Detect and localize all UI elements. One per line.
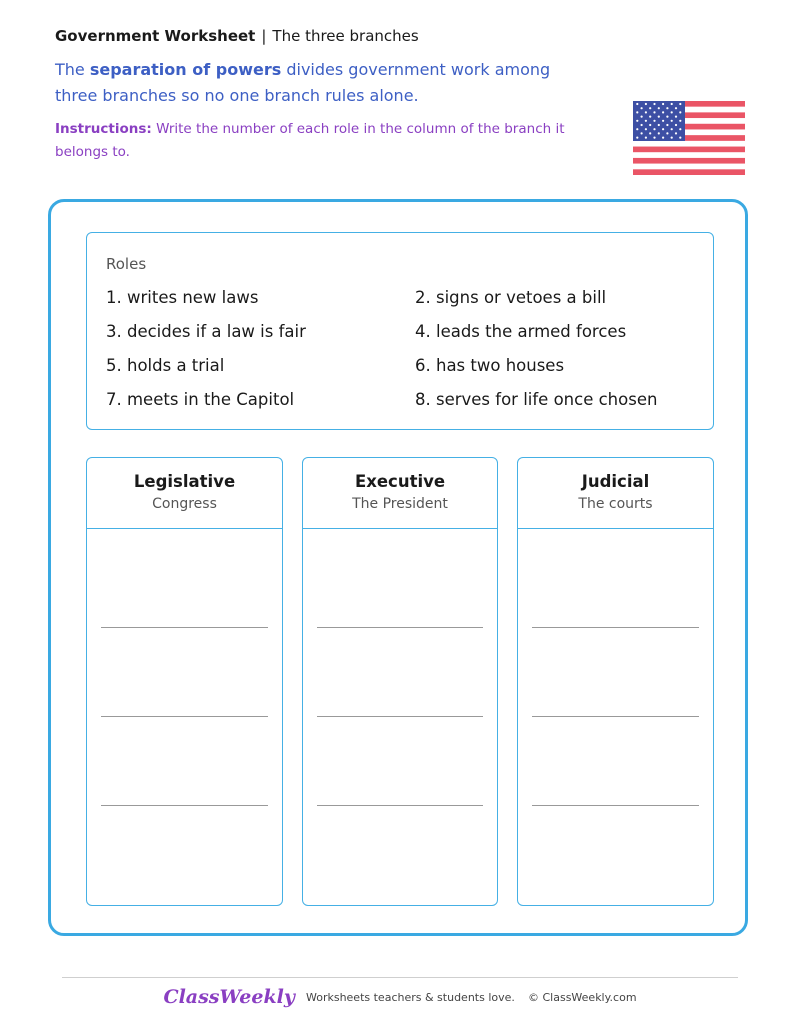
footer-copyright: © ClassWeekly.com	[527, 990, 637, 1004]
footer	[0, 986, 800, 1008]
instructions-label: Instructions:	[55, 121, 152, 137]
branch-column-judicial	[517, 457, 714, 906]
classweekly-logo: ClassWeekly	[163, 986, 295, 1008]
role-item: 7. meets in the Capitol	[106, 390, 295, 409]
worksheet-subtitle: The three branches	[272, 27, 419, 45]
branch-subtitle: Congress	[152, 496, 217, 512]
footer-tagline: Worksheets teachers & students love.	[305, 990, 515, 1004]
branch-header	[87, 458, 282, 529]
role-item: 4. leads the armed forces	[415, 322, 627, 341]
branch-header	[303, 458, 497, 529]
instructions-text: Write the number of each role in the column of the branch it belongs to.	[55, 121, 565, 160]
branch-subtitle: The President	[352, 496, 448, 512]
roles-label: Roles	[106, 255, 147, 273]
role-item: 6. has two houses	[415, 356, 565, 375]
intro-paragraph	[55, 57, 595, 109]
branch-subtitle: The courts	[578, 496, 653, 512]
answer-line[interactable]	[317, 716, 483, 717]
role-item: 8. serves for life once chosen	[415, 390, 658, 409]
header-separator: |	[261, 27, 267, 45]
roles-box	[86, 232, 714, 430]
answer-line[interactable]	[101, 805, 268, 806]
branch-name: Judicial	[581, 472, 650, 491]
branch-header	[518, 458, 713, 529]
instructions-paragraph	[55, 118, 575, 164]
intro-rest: divides government work among three branches so no one branch rules alone.	[55, 60, 551, 105]
us-flag-icon	[633, 101, 745, 175]
answer-line[interactable]	[317, 805, 483, 806]
branch-name: Executive	[354, 472, 446, 491]
branch-column-legislative	[86, 457, 283, 906]
intro-lead: The	[55, 60, 90, 79]
role-item: 2. signs or vetoes a bill	[415, 288, 607, 307]
answer-line[interactable]	[532, 627, 699, 628]
branch-name: Legislative	[133, 472, 236, 491]
worksheet-title: Government Worksheet	[55, 27, 256, 45]
answer-line[interactable]	[532, 805, 699, 806]
role-item: 1. writes new laws	[106, 288, 259, 307]
answer-line[interactable]	[101, 716, 268, 717]
answer-line[interactable]	[317, 627, 483, 628]
worksheet-header	[55, 27, 419, 45]
intro-emphasis: separation of powers	[89, 60, 282, 79]
branch-column-executive	[302, 457, 498, 906]
answer-line[interactable]	[532, 716, 699, 717]
role-item: 5. holds a trial	[106, 356, 225, 375]
footer-divider	[62, 977, 738, 978]
role-item: 3. decides if a law is fair	[106, 322, 306, 341]
answer-line[interactable]	[101, 627, 268, 628]
